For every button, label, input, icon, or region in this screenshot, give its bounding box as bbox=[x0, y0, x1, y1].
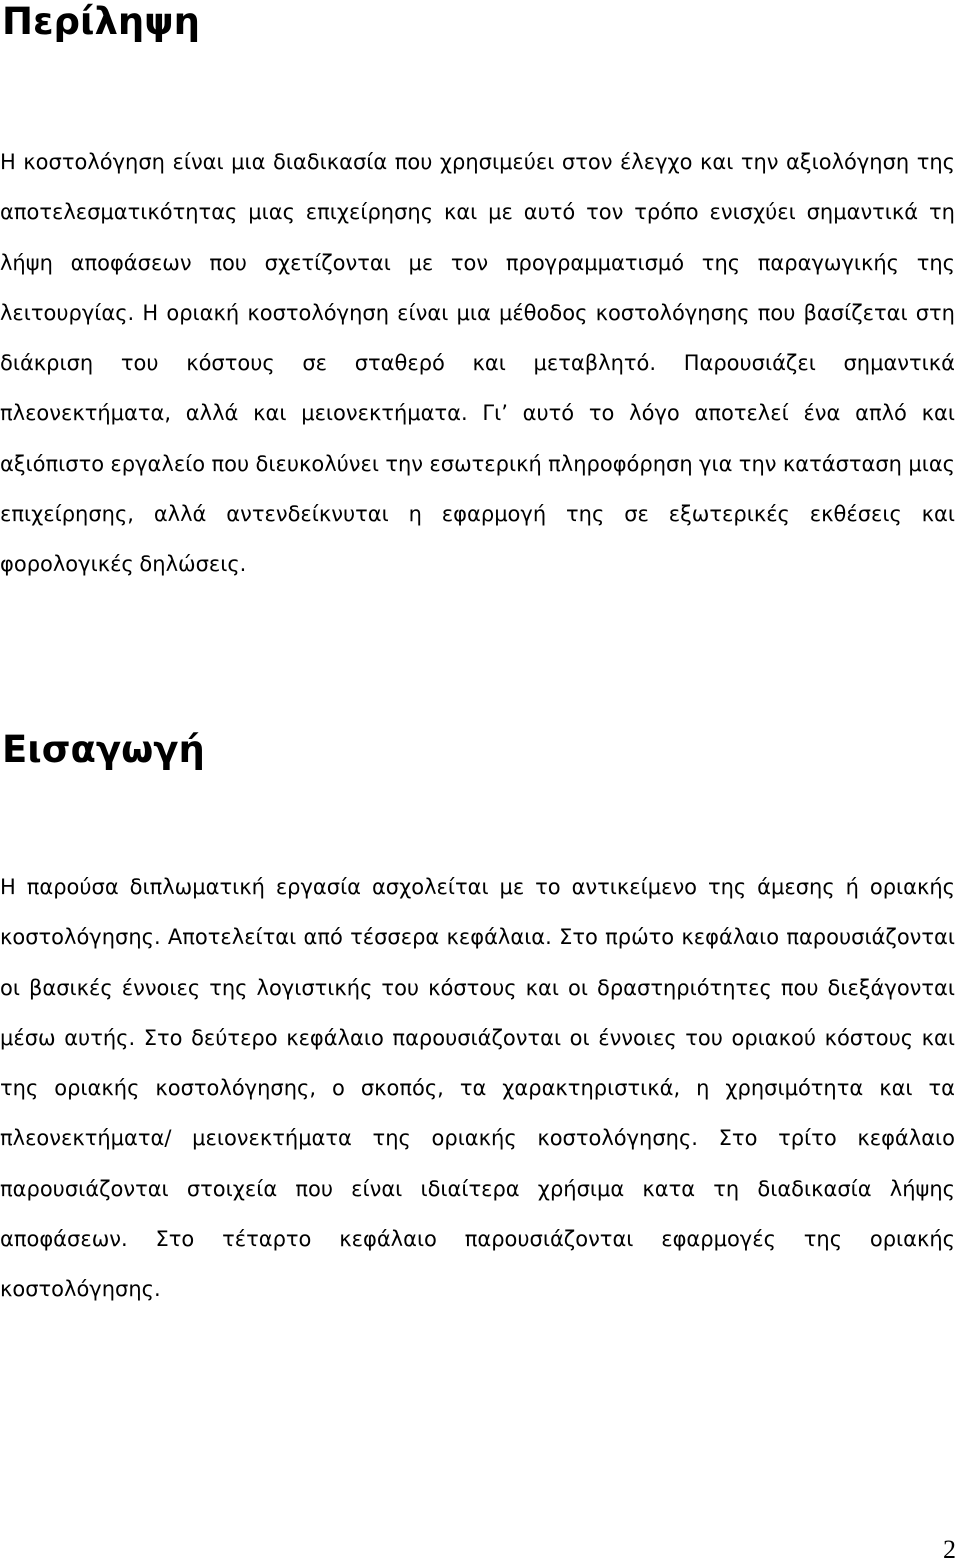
heading-introduction: Εισαγωγή bbox=[2, 728, 205, 771]
heading-summary: Περίληψη bbox=[2, 0, 200, 43]
page-number: 2 bbox=[943, 1535, 956, 1564]
paragraph-introduction: Η παρούσα διπλωματική εργασία ασχολείται με το αντικείμενο της άμεσης ή οριακής κοστολόγησης. Αποτελείται από τέσσερα κεφάλαια. Στο πρώτο κεφάλαιο παρουσιάζονται οι βασικές έννοιες της λογιστικής του κόστους και οι δραστηριότητες που διεξάγονται μέσω αυτής. Στο δεύτερο κεφάλαιο παρουσιάζονται οι έννοιες του οριακού κόστους και της οριακής κοστολόγησης, ο σκοπός, τα χαρακτηριστικά, η χρησιμότητα και τα πλεονεκτήματα/ μειονεκτήματα της οριακής κοστολόγησης. Στο τρίτο κεφάλαιο παρουσιάζονται στοιχεία που είναι ιδιαίτερα χρήσιμα κατα τη διαδικασία λήψης αποφάσεων. Στο τέταρτο κεφάλαιο παρουσιάζονται εφαρμογές της οριακής κοστολόγησης. bbox=[0, 875, 955, 1302]
paragraph-summary: Η κοστολόγηση είναι μια διαδικασία που χρησιμεύει στον έλεγχο και την αξιολόγηση της αποτελεσματικότητας μιας επιχείρησης και με αυτό τον τρόπο ενισχύει σημαντικά τη λήψη αποφάσεων που σχετίζονται με τον προγραμματισμό της παραγωγικής της λειτουργίας. Η οριακή κοστολόγηση είναι μια μέθοδος κοστολόγησης που βασίζεται στη διάκριση του κόστους σε σταθερό και μεταβλητό. Παρουσιάζει σημαντικά πλεονεκτήματα, αλλά και μειονεκτήματα. Γι’ αυτό το λόγο αποτελεί ένα απλό και αξιόπιστο εργαλείο που διευκολύνει την εσωτερική πληροφόρηση για την κατάσταση μιας επιχείρησης, αλλά αντενδείκνυται η εφαρμογή της σε εξωτερικές εκθέσεις και φορολογικές δηλώσεις. bbox=[0, 150, 955, 577]
